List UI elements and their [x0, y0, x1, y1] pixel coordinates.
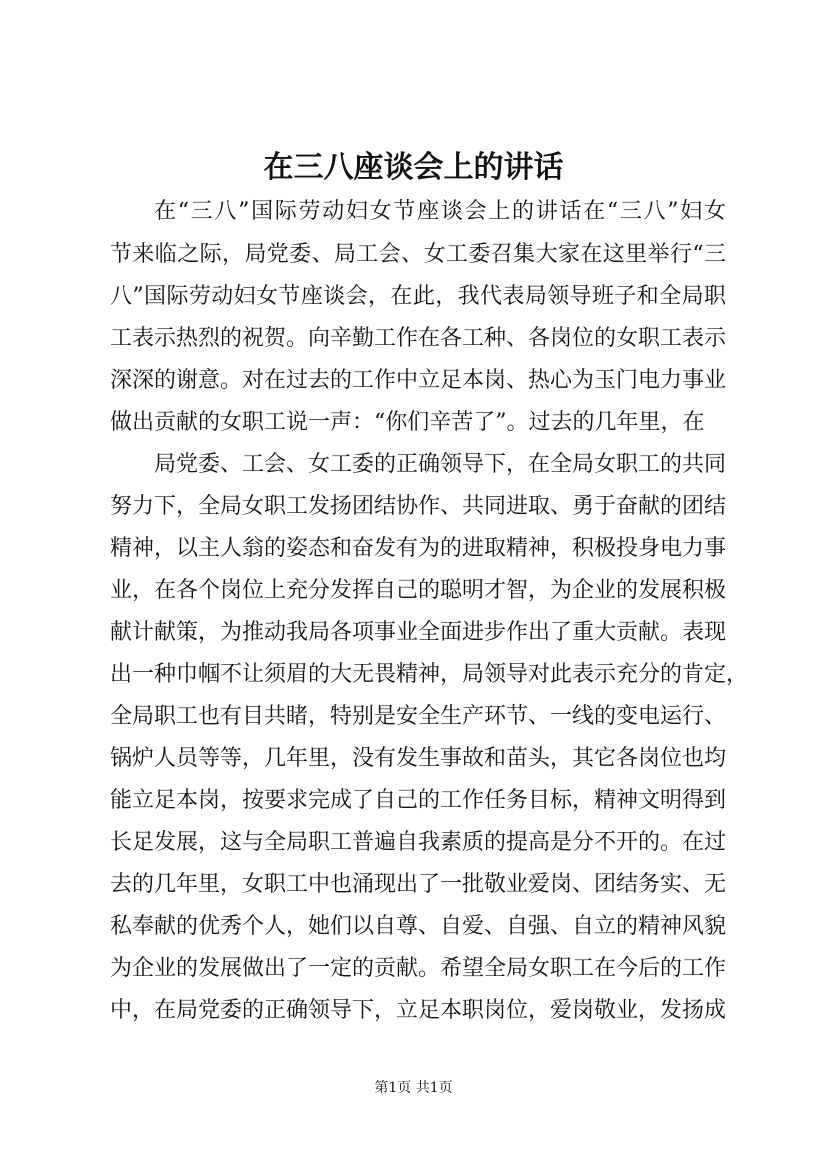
paragraph-line: 在“三八”国际劳动妇女节座谈会上的讲话在“三八”妇女	[154, 199, 726, 224]
paragraph-line: 节来临之际，局党委、局工会、女工委召集大家在这里举行“三	[110, 242, 726, 267]
paragraph-line: 为企业的发展做出了一定的贡献。希望全局女职工在今后的工作	[110, 956, 727, 981]
paragraph-line: 中，在局党委的正确领导下，立足本职岗位，爱岗敬业，发扬成	[110, 998, 727, 1023]
paragraph-line: 八”国际劳动妇女节座谈会，在此，我代表局领导班子和全局职	[110, 284, 726, 309]
document-title: 在三八座谈会上的讲话	[263, 150, 564, 185]
paragraph-line: 能立足本岗，按要求完成了自己的工作任务目标，精神文明得到	[110, 788, 727, 813]
paragraph-line: 业，在各个岗位上充分发挥自己的聪明才智，为企业的发展积极	[110, 578, 727, 603]
paragraph-line: 全局职工也有目共睹，特别是安全生产环节、一线的变电运行、	[110, 704, 727, 729]
paragraph-line: 出一种巾帼不让须眉的大无畏精神，局领导对此表示充分的肯定，	[110, 662, 749, 687]
paragraph-line: 精神，以主人翁的姿态和奋发有为的进取精神，积极投身电力事	[110, 536, 727, 561]
paragraph-line: 努力下，全局女职工发扬团结协作、共同进取、勇于奋献的团结	[110, 494, 727, 519]
paragraph-line: 去的几年里，女职工中也涌现出了一批敬业爱岗、团结务实、无	[110, 872, 727, 897]
paragraph-line: 献计献策，为推动我局各项事业全面进步作出了重大贡献。表现	[110, 620, 727, 645]
paragraph-line: 锅炉人员等等，几年里，没有发生事故和苗头，其它各岗位也均	[110, 746, 727, 771]
paragraph-line: 局党委、工会、女工委的正确领导下，在全局女职工的共同	[154, 452, 727, 477]
page-footer: 第1页 共1页	[374, 1080, 453, 1096]
paragraph-line: 做出贡献的女职工说一声：“你们辛苦了”。过去的几年里，在	[110, 410, 705, 435]
paragraph-line: 长足发展，这与全局职工普遍自我素质的提高是分不开的。在过	[110, 830, 727, 855]
paragraph-line: 工表示热烈的祝贺。向辛勤工作在各工种、各岗位的女职工表示	[110, 326, 727, 351]
paragraph-line: 深深的谢意。对在过去的工作中立足本岗、热心为玉门电力事业	[110, 368, 727, 393]
paragraph-line: 私奉献的优秀个人，她们以自尊、自爱、自强、自立的精神风貌	[110, 914, 727, 939]
